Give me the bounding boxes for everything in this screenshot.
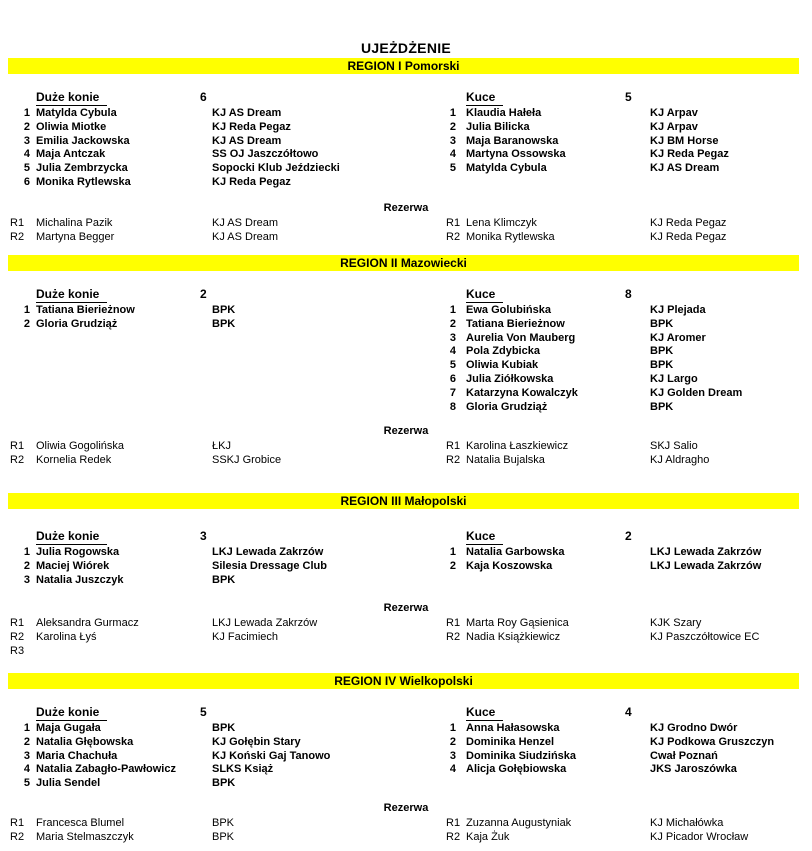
entry-row: [440, 148, 808, 162]
rider-name: Julia Ziółkowska: [466, 372, 554, 385]
reserve-number: R2: [446, 630, 461, 643]
rider-name: Natalia Bujalska: [466, 453, 545, 466]
reserve-number: R3: [10, 644, 25, 657]
reserve-label: Rezerwa: [383, 602, 429, 614]
kuce-column: [440, 705, 808, 777]
rider-name: Natalia Juszczyk: [36, 573, 124, 586]
column-header-kuce: Kuce: [466, 90, 503, 106]
club-name: KJ Facimiech: [212, 630, 279, 643]
rider-name: Julia Zembrzycka: [36, 162, 128, 175]
duze-konie-reserve: [8, 817, 408, 845]
entry-number: 5: [449, 359, 456, 372]
entry-row: [8, 148, 408, 162]
entry-number: 4: [23, 763, 30, 776]
club-name: KJ Plejada: [650, 304, 706, 316]
entry-number: 1: [449, 546, 456, 558]
rider-name: Tatiana Bierieżnow: [466, 317, 565, 330]
entry-number: 3: [449, 134, 456, 147]
entry-count: 5: [625, 90, 632, 104]
entry-row: [440, 560, 808, 574]
region-section-wielkopolski: [0, 673, 812, 843]
entry-number: 2: [449, 735, 456, 748]
entry-row: [440, 162, 808, 176]
club-name: KJ AS Dream: [212, 230, 279, 243]
entry-number: 4: [449, 148, 456, 161]
club-name: BPK: [212, 722, 236, 734]
club-name: SSKJ Grobice: [212, 453, 282, 466]
rider-name: Oliwia Gogolińska: [36, 440, 125, 452]
entry-number: 3: [23, 134, 30, 147]
entry-row: [440, 722, 808, 736]
rider-name: Lena Klimczyk: [466, 217, 537, 229]
column-header-kuce: Kuce: [466, 529, 503, 545]
reserve-number: R1: [446, 217, 461, 229]
column-header: [8, 529, 408, 546]
column-header: [8, 90, 408, 107]
club-name: KJ Arpav: [650, 107, 698, 119]
entry-number: 1: [23, 304, 30, 316]
column-header-kuce: Kuce: [466, 287, 503, 303]
entry-number: 2: [449, 120, 456, 133]
club-name: LKJ Lewada Zakrzów: [650, 559, 762, 572]
reserve-row: [8, 231, 408, 245]
column-header-duze-konie: Duże konie: [36, 90, 107, 106]
club-name: KJ Arpav: [650, 120, 698, 133]
entry-count: 8: [625, 287, 632, 301]
rider-name: Alicja Gołębiowska: [466, 763, 567, 776]
entry-count: 2: [200, 287, 207, 301]
club-name: SS OJ Jaszczółtowo: [212, 148, 319, 161]
entry-number: 1: [449, 107, 456, 119]
club-name: BPK: [212, 573, 236, 586]
entry-row: [440, 121, 808, 135]
entry-row: [8, 121, 408, 135]
rider-name: Maja Antczak: [36, 148, 106, 161]
club-name: SLKS Książ: [212, 763, 274, 776]
entry-count: 4: [625, 705, 632, 719]
club-name: LKJ Lewada Zakrzów: [212, 617, 318, 629]
club-name: KJ AS Dream: [650, 162, 720, 175]
region-section-mazowiecki: [0, 255, 812, 466]
reserve-row: [440, 831, 808, 845]
column-header-duze-konie: Duże konie: [36, 529, 107, 545]
duze-konie-reserve: [8, 440, 408, 468]
entry-row: [440, 401, 808, 415]
rider-name: Gloria Grudziąż: [36, 317, 118, 330]
club-name: LKJ Lewada Zakrzów: [650, 546, 762, 558]
club-name: LKJ Lewada Zakrzów: [212, 546, 324, 558]
rider-name: Monika Rytlewska: [466, 230, 555, 243]
reserve-label: Rezerwa: [383, 202, 429, 214]
entry-number: 3: [23, 749, 30, 762]
rider-name: Oliwia Miotke: [36, 120, 107, 133]
club-name: BPK: [650, 359, 674, 372]
reserve-row: [440, 217, 808, 231]
club-name: KJ Reda Pegaz: [212, 175, 291, 188]
rider-name: Pola Zdybicka: [466, 345, 540, 358]
entry-number: 2: [449, 559, 456, 572]
club-name: KJ Aldragho: [650, 453, 710, 466]
reserve-row: [440, 231, 808, 245]
club-name: KJ Golden Dream: [650, 386, 743, 399]
kuce-reserve: [440, 817, 808, 845]
club-name: KJ Podkowa Gruszczyn: [650, 735, 775, 748]
entry-row: [440, 332, 808, 346]
club-name: KJ AS Dream: [212, 134, 282, 147]
entry-number: 2: [23, 120, 30, 133]
entry-row: [440, 135, 808, 149]
entry-row: [8, 722, 408, 736]
rider-name: Natalia Głębowska: [36, 735, 134, 748]
duze-konie-column: [8, 529, 408, 587]
rider-name: Marta Roy Gąsienica: [466, 617, 569, 629]
rider-name: Zuzanna Augustyniak: [466, 817, 572, 829]
entry-number: 4: [449, 345, 456, 358]
rider-name: Oliwia Kubiak: [466, 359, 539, 372]
club-name: KJ Largo: [650, 372, 698, 385]
entry-row: [8, 750, 408, 764]
kuce-reserve: [440, 217, 808, 245]
entry-number: 8: [449, 400, 456, 413]
entry-row: [8, 318, 408, 332]
reserve-row: [440, 617, 808, 631]
reserve-number: R2: [10, 830, 25, 843]
entry-number: 1: [449, 722, 456, 734]
club-name: KJ Grodno Dwór: [650, 722, 738, 734]
column-header: [8, 705, 408, 722]
entry-count: 3: [200, 529, 207, 543]
reserve-number: R1: [10, 617, 25, 629]
club-name: BPK: [650, 317, 674, 330]
entry-number: 2: [23, 317, 30, 330]
entry-row: [8, 162, 408, 176]
rider-name: Julia Rogowska: [36, 546, 120, 558]
rider-name: Maja Gugała: [36, 722, 101, 734]
reserve-row: [8, 645, 408, 659]
club-name: KJ BM Horse: [650, 134, 719, 147]
reserve-row: [8, 454, 408, 468]
reserve-number: R1: [446, 817, 461, 829]
club-name: JKS Jaroszówka: [650, 763, 737, 776]
entry-row: [8, 107, 408, 121]
rider-name: Maja Baranowska: [466, 134, 559, 147]
kuce-reserve: [440, 617, 808, 645]
club-name: KJ Reda Pegaz: [650, 217, 727, 229]
rider-name: Emilia Jackowska: [36, 134, 130, 147]
club-name: KJ Koński Gaj Tanowo: [212, 749, 331, 762]
reserve-number: R2: [446, 830, 461, 843]
club-name: KJ AS Dream: [212, 107, 282, 119]
club-name: BPK: [650, 400, 674, 413]
reserve-label: Rezerwa: [383, 425, 429, 437]
entry-count: 2: [625, 529, 632, 543]
kuce-reserve: [440, 440, 808, 468]
club-name: BPK: [212, 777, 236, 790]
kuce-column: [440, 90, 808, 176]
rider-name: Dominika Siudzińska: [466, 749, 577, 762]
rider-name: Kaja Koszowska: [466, 559, 553, 572]
column-header: [440, 705, 808, 722]
entry-number: 1: [23, 107, 30, 119]
reserve-number: R2: [10, 453, 25, 466]
rider-name: Tatiana Bierieżnow: [36, 304, 135, 316]
entry-row: [440, 763, 808, 777]
entry-number: 5: [449, 162, 456, 175]
club-name: KJ AS Dream: [212, 217, 279, 229]
rider-name: Karolina Łaszkiewicz: [466, 440, 569, 452]
rider-name: Francesca Blumel: [36, 817, 125, 829]
reserve-row: [440, 817, 808, 831]
reserve-number: R2: [10, 230, 25, 243]
rider-name: Natalia Zabagło-Pawłowicz: [36, 763, 176, 776]
duze-konie-reserve: [8, 217, 408, 245]
reserve-row: [8, 817, 408, 831]
entry-row: [8, 176, 408, 190]
entry-count: 6: [200, 90, 207, 104]
region-band: REGION IV Wielkopolski: [8, 673, 799, 689]
club-name: BPK: [212, 317, 236, 330]
club-name: BPK: [212, 304, 236, 316]
column-header: [8, 287, 408, 304]
region-band: REGION III Małopolski: [8, 493, 799, 509]
entry-row: [440, 304, 808, 318]
rider-name: Maria Stelmaszczyk: [36, 830, 134, 843]
reserve-row: [8, 617, 408, 631]
club-name: KJK Szary: [650, 617, 702, 629]
club-name: KJ Picador Wrocław: [650, 830, 749, 843]
entry-number: 2: [23, 735, 30, 748]
rider-name: Gloria Grudziąż: [466, 400, 548, 413]
entry-number: 6: [23, 175, 30, 188]
reserve-number: R2: [446, 230, 461, 243]
rider-name: Natalia Garbowska: [466, 546, 565, 558]
reserve-number: R2: [446, 453, 461, 466]
column-header: [440, 287, 808, 304]
rider-name: Matylda Cybula: [36, 107, 117, 119]
rider-name: Aleksandra Gurmacz: [36, 617, 139, 629]
rider-name: Kornelia Redek: [36, 453, 112, 466]
kuce-column: [440, 529, 808, 574]
rider-name: Maria Chachuła: [36, 749, 118, 762]
entry-number: 1: [23, 722, 30, 734]
rider-name: Karolina Łyś: [36, 630, 97, 643]
entry-number: 6: [449, 372, 456, 385]
rider-name: Klaudia Hałeła: [466, 107, 542, 119]
reserve-row: [440, 440, 808, 454]
entry-row: [8, 777, 408, 791]
entry-row: [440, 750, 808, 764]
entry-count: 5: [200, 705, 207, 719]
entry-row: [440, 387, 808, 401]
entry-row: [440, 373, 808, 387]
club-name: KJ Paszczółtowice EC: [650, 630, 760, 643]
club-name: KJ Michałówka: [650, 817, 724, 829]
duze-konie-column: [8, 90, 408, 190]
duze-konie-column: [8, 287, 408, 332]
club-name: Silesia Dressage Club: [212, 559, 327, 572]
duze-konie-column: [8, 705, 408, 791]
entry-row: [440, 359, 808, 373]
entry-number: 5: [23, 777, 30, 790]
club-name: KJ Gołębin Stary: [212, 735, 301, 748]
entry-row: [8, 546, 408, 560]
entry-row: [8, 560, 408, 574]
club-name: BPK: [212, 817, 235, 829]
column-header: [440, 529, 808, 546]
entry-row: [440, 546, 808, 560]
reserve-row: [440, 631, 808, 645]
reserve-row: [440, 454, 808, 468]
entry-number: 4: [23, 148, 30, 161]
reserve-label: Rezerwa: [383, 802, 429, 814]
reserve-number: R1: [446, 440, 461, 452]
entry-number: 3: [449, 749, 456, 762]
region-band: REGION II Mazowiecki: [8, 255, 799, 271]
entry-row: [8, 135, 408, 149]
rider-name: Nadia Książkiewicz: [466, 630, 561, 643]
club-name: KJ Reda Pegaz: [212, 120, 291, 133]
club-name: BPK: [212, 830, 235, 843]
reserve-number: R2: [10, 630, 25, 643]
rider-name: Martyna Ossowska: [466, 148, 566, 161]
region-band: REGION I Pomorski: [8, 58, 799, 74]
reserve-row: [8, 831, 408, 845]
reserve-number: R1: [10, 817, 25, 829]
duze-konie-reserve: [8, 617, 408, 658]
rider-name: Aurelia Von Mauberg: [466, 331, 576, 344]
entry-row: [8, 763, 408, 777]
club-name: KJ Aromer: [650, 331, 706, 344]
column-header-kuce: Kuce: [466, 705, 503, 721]
rider-name: Julia Bilicka: [466, 120, 530, 133]
entry-number: 3: [23, 573, 30, 586]
reserve-number: R1: [10, 217, 25, 229]
rider-name: Julia Sendel: [36, 777, 101, 790]
rider-name: Dominika Henzel: [466, 735, 555, 748]
rider-name: Kaja Żuk: [466, 830, 510, 843]
kuce-column: [440, 287, 808, 414]
entry-number: 1: [449, 304, 456, 316]
rider-name: Matylda Cybula: [466, 162, 547, 175]
rider-name: Maciej Wiórek: [36, 559, 110, 572]
entry-number: 2: [449, 317, 456, 330]
rider-name: Michalina Pazik: [36, 217, 113, 229]
entry-row: [8, 304, 408, 318]
entry-number: 7: [449, 386, 456, 399]
entry-row: [440, 318, 808, 332]
rider-name: Ewa Golubińska: [466, 304, 551, 316]
entry-number: 4: [449, 763, 456, 776]
rider-name: Katarzyna Kowalczyk: [466, 386, 578, 399]
entry-number: 5: [23, 162, 30, 175]
rider-name: Martyna Begger: [36, 230, 115, 243]
entry-row: [8, 736, 408, 750]
rider-name: Anna Hałasowska: [466, 722, 560, 734]
entry-row: [8, 574, 408, 588]
club-name: KJ Reda Pegaz: [650, 230, 727, 243]
rider-name: Monika Rytlewska: [36, 175, 131, 188]
reserve-row: [8, 440, 408, 454]
region-section-pomorski: [0, 58, 812, 243]
entry-number: 1: [23, 546, 30, 558]
club-name: ŁKJ: [212, 440, 231, 452]
region-section-malopolski: [0, 493, 812, 657]
reserve-row: [8, 631, 408, 645]
column-header: [440, 90, 808, 107]
page-title: UJEŻDŻENIE: [360, 40, 452, 56]
club-name: SKJ Salio: [650, 440, 698, 452]
entry-row: [440, 736, 808, 750]
column-header-duze-konie: Duże konie: [36, 287, 107, 303]
entry-number: 3: [449, 331, 456, 344]
club-name: Cwał Poznań: [650, 749, 718, 762]
reserve-number: R1: [10, 440, 25, 452]
entry-number: 2: [23, 559, 30, 572]
club-name: BPK: [650, 345, 674, 358]
club-name: Sopocki Klub Jeździecki: [212, 162, 340, 175]
entry-row: [440, 345, 808, 359]
reserve-number: R1: [446, 617, 461, 629]
column-header-duze-konie: Duże konie: [36, 705, 107, 721]
club-name: KJ Reda Pegaz: [650, 148, 729, 161]
entry-row: [440, 107, 808, 121]
reserve-row: [8, 217, 408, 231]
